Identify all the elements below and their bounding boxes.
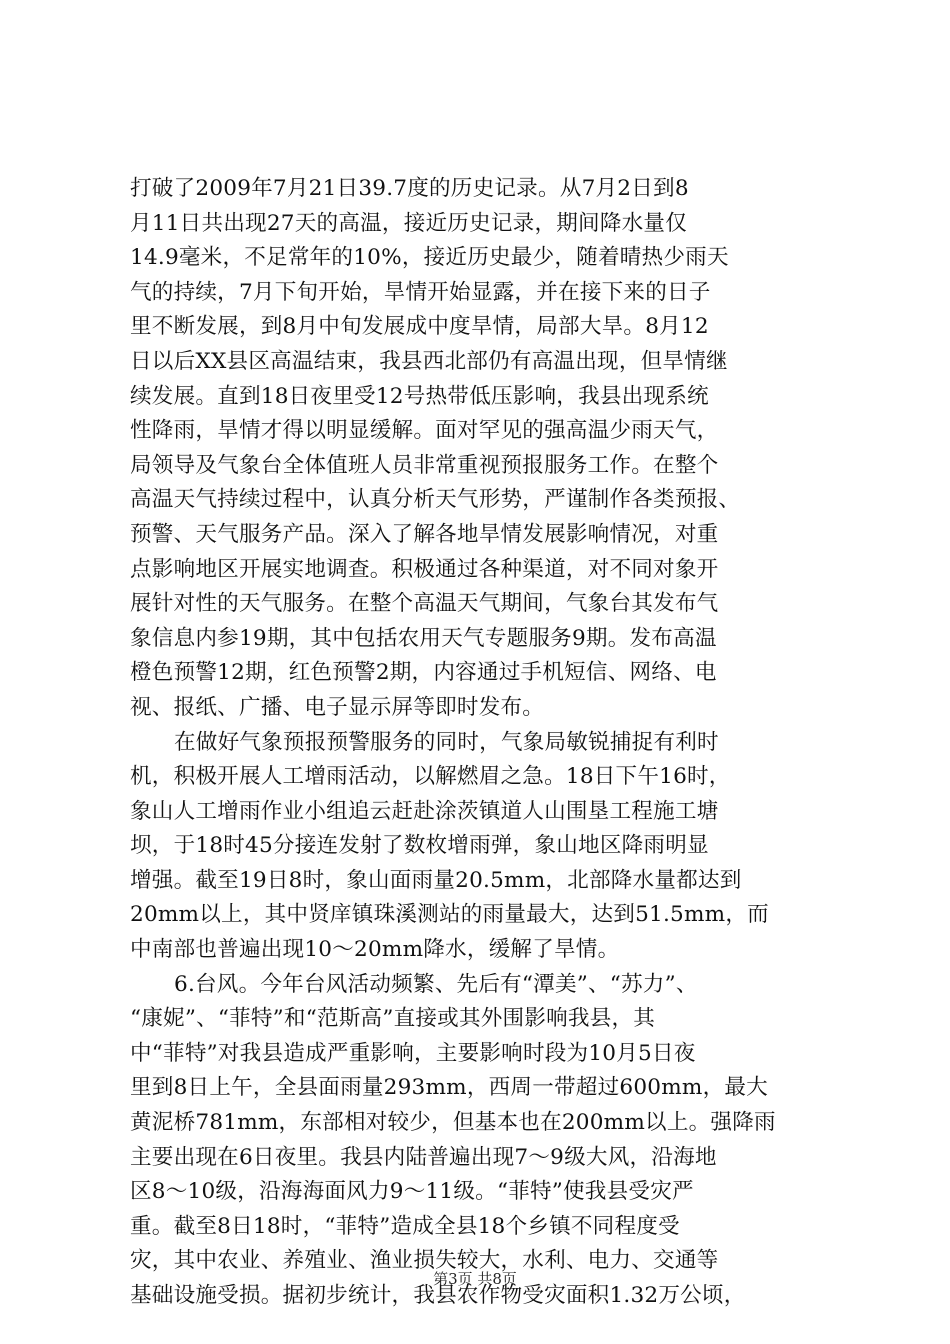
text-line: 点影响地区开展实地调查。积极通过各种渠道，对不同对象开 [130, 556, 719, 582]
text-line: 日以后XX县区高温结束，我县西北部仍有高温出现，但旱情继 [130, 348, 728, 374]
text-line: 里到8日上午，全县面雨量293mm，西周一带超过600mm，最大 [130, 1075, 768, 1101]
text-line: 气的持续，7月下旬开始，旱情开始显露，并在接下来的日子 [130, 279, 711, 305]
text-line: 14.9毫米，不足常年的10%，接近历史最少，随着晴热少雨天 [130, 245, 729, 271]
text-line: 里不断发展，到8月中旬发展成中度旱情，局部大旱。8月12 [130, 314, 709, 340]
page-footer: 第3页 共8页 [433, 1270, 517, 1288]
text-line: 重。截至8日18时，“菲特”造成全县18个乡镇不同程度受 [130, 1213, 680, 1239]
text-line: 性降雨，旱情才得以明显缓解。面对罕见的强高温少雨天气， [130, 418, 719, 444]
text-line: 局领导及气象台全体值班人员非常重视预报服务工作。在整个 [130, 452, 719, 478]
text-line: 增强。截至19日8时，象山面雨量20.5mm，北部降水量都达到 [130, 867, 742, 893]
text-line: 灾，其中农业、养殖业、渔业损失较大，水利、电力、交通等 [130, 1248, 719, 1274]
text-line: 高温天气持续过程中，认真分析天气形势，严谨制作各类预报、 [130, 487, 741, 513]
text-line: 机，积极开展人工增雨活动，以解燃眉之急。18日下午16时， [130, 764, 731, 790]
text-line: 预警、天气服务产品。深入了解各地旱情发展影响情况，对重 [130, 521, 719, 547]
text-line: 在做好气象预报预警服务的同时，气象局敏锐捕捉有利时 [174, 729, 719, 755]
text-line: 展针对性的天气服务。在整个高温天气期间，气象台其发布气 [130, 591, 719, 617]
text-line: 象山人工增雨作业小组追云赶赴涂茨镇道人山围垦工程施工塘 [130, 798, 719, 824]
text-line: 中南部也普遍出现10～20mm降水，缓解了旱情。 [130, 937, 620, 963]
text-line: 坝，于18时45分接连发射了数枚增雨弹，象山地区降雨明显 [130, 833, 709, 859]
text-line: 打破了2009年7月21日39.7度的历史记录。从7月2日到8 [130, 176, 689, 201]
text-line: “康妮”、“菲特”和“范斯高”直接或其外围影响我县，其 [130, 1006, 656, 1032]
text-line: 区8～10级，沿海海面风力9～11级。“菲特”使我县受灾严 [130, 1179, 694, 1205]
text-line: 20mm以上，其中贤庠镇珠溪测站的雨量最大，达到51.5mm，而 [130, 902, 769, 928]
document-body [130, 172, 830, 1314]
text-line: 视、报纸、广播、电子显示屏等即时发布。 [130, 694, 545, 720]
text-line: 中“菲特”对我县造成严重影响，主要影响时段为10月5日夜 [130, 1040, 696, 1066]
text-line: 续发展。直到18日夜里受12号热带低压影响，我县出现系统 [130, 383, 709, 409]
text-line: 6.台风。今年台风活动频繁、先后有“潭美”、“苏力”、 [174, 971, 698, 997]
text-line: 基础设施受损。据初步统计，我县农作物受灾面积1.32万公顷， [130, 1283, 746, 1308]
text-line: 橙色预警12期，红色预警2期，内容通过手机短信、网络、电 [130, 660, 717, 686]
text-line: 主要出现在6日夜里。我县内陆普遍出现7～9级大风，沿海地 [130, 1144, 717, 1170]
text-line: 黄泥桥781mm，东部相对较少，但基本也在200mm以上。强降雨 [130, 1110, 776, 1136]
text-line: 月11日共出现27天的高温，接近历史记录，期间降水量仅 [130, 210, 688, 236]
text-line: 象信息内参19期，其中包括农用天气专题服务9期。发布高温 [130, 625, 717, 651]
